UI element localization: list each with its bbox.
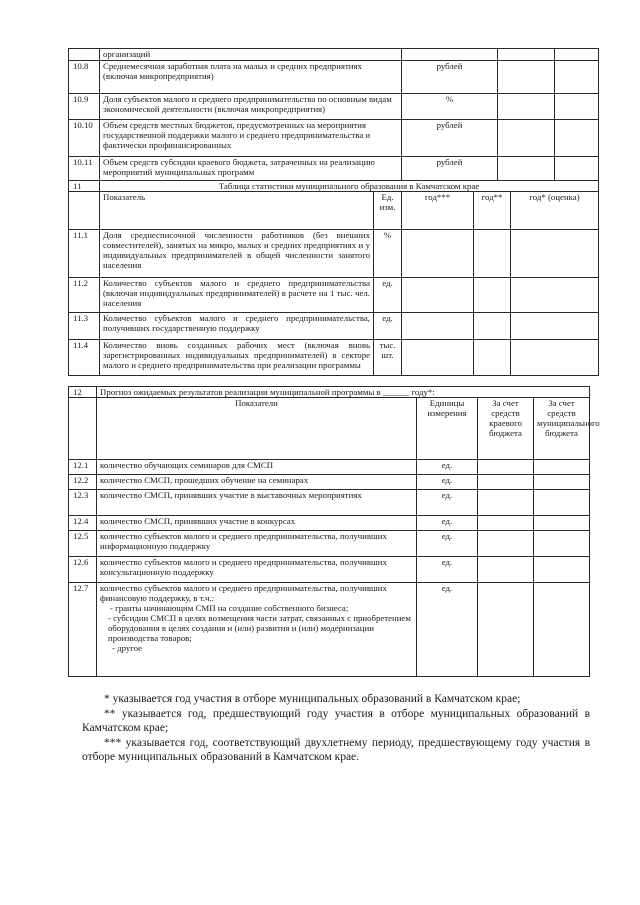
row-unit: тыс. шт. [374,340,402,376]
row-unit: ед. [417,490,478,516]
list-item: - другое [112,643,143,653]
row-number: 12.3 [69,490,97,516]
row-text: количество СМСП, прошедших обучение на семинарах [97,475,417,490]
table-row [69,278,599,313]
row-unit: ед. [417,557,478,583]
row-number: 10.11 [69,157,100,181]
row-unit: ед. [417,583,478,677]
row-number: 12.1 [69,460,97,475]
table-row [69,531,590,557]
table-row [69,157,599,181]
footnote: ** указывается год, предшествующий году участия в отборе муниципальных образований в Камчатском крае; [82,707,590,734]
row-number: 12.4 [69,516,97,531]
section-title: Таблица статистики муниципального образования в Камчатском крае [100,181,599,192]
row-unit [402,49,498,61]
row-unit: рублей [402,120,498,157]
row-unit: ед. [374,313,402,340]
row-number: 12.2 [69,475,97,490]
row-number: 12.7 [69,583,97,677]
row-unit: ед. [417,475,478,490]
section-number: 11 [69,181,100,192]
table-row [69,557,590,583]
row-number: 10.10 [69,120,100,157]
header-year-1: год*** [402,192,474,230]
row-unit: рублей [402,61,498,94]
table-row [69,61,599,94]
row-text: количество субъектов малого и среднего предпринимательства, получивших информационную поддержку [97,531,417,557]
footnote: *** указывается год, соответствующий двухлетнему периоду, предшествующему году участия в отборе муниципальных образований в Камчатском крае. [82,736,590,763]
row-number: 10.8 [69,61,100,94]
table-row [69,460,590,475]
row-number: 11.1 [69,230,100,278]
forecast-table [68,386,600,677]
row-number: 12.6 [69,557,97,583]
row-text: количество субъектов малого и среднего предпринимательства, получивших консультационную поддержку [97,557,417,583]
header-year-2: год** [474,192,511,230]
row-text: Доля среднесписочной численности работников (без внешних совместителей), занятых на микро, малых и средних предприятиях и у индивидуальных предпринимателей в общей численности занятого населения [100,230,374,278]
row-unit: ед. [417,460,478,475]
row-number: 12.5 [69,531,97,557]
section-title-row [69,181,599,192]
footnote: * указывается год участия в отборе муниципальных образований в Камчатском крае; [104,693,521,705]
table-header-row [69,192,599,230]
section-number: 12 [69,387,97,398]
header-unit: Ед. изм. [374,192,402,230]
list-item: - гранты начинающим СМП на создание собственного бизнеса; [110,603,349,613]
row-text-financial-support [97,583,417,677]
row-unit: % [402,94,498,120]
table-row [69,490,590,516]
row-unit: ед. [417,531,478,557]
row-text: количество СМСП, принявших участие в конкурсах [97,516,417,531]
footnotes [82,692,590,765]
table-row [69,475,590,490]
table-row [69,49,599,61]
row-text: количество СМСП, принявших участие в выставочных мероприятиях [97,490,417,516]
row-text: Количество вновь созданных рабочих мест (включая вновь зарегистрированных индивидуальных предпринимателей) в секторе малого и среднего предпринимательства при реализации программы [100,340,374,376]
section-title: Прогноз ожидаемых результатов реализации муниципальной программы в ______ году*: [97,387,590,398]
row-unit: ед. [374,278,402,313]
row-text: Объем средств субсидии краевого бюджета, затраченных на реализацию мероприятий муниципальных программ [100,157,402,181]
table-row [69,230,599,278]
table-header-row [69,398,590,460]
header-year-3: год* (оценка) [511,192,599,230]
table-row [69,516,590,531]
row-number: 11.3 [69,313,100,340]
row-number: 11.4 [69,340,100,376]
table-row [69,583,590,677]
header-regional-budget: За счет средств краевого бюджета [478,398,534,460]
section-title-row [69,387,590,398]
table-row [69,340,599,376]
statistics-table [68,48,599,376]
header-indicator: Показатели [97,398,417,460]
header-indicator: Показатель [100,192,374,230]
row-text: Количество субъектов малого и среднего предпринимательства (включая индивидуальных предпринимателей) в расчете на 1 тыс. чел. населения [100,278,374,313]
row-text: количество обучающих семинаров для СМСП [97,460,417,475]
row-text: Среднемесячная заработная плата на малых и средних предприятиях (включая микропредприятия) [100,61,402,94]
row-text: Объем средств местных бюджетов, предусмотренных на мероприятия государственной поддержки малого и среднего предпринимательства и фактически профинансированных [100,120,402,157]
header-municipal-budget: За счет средств муниципального бюджета [534,398,590,460]
row-number: 10.9 [69,94,100,120]
row-unit: рублей [402,157,498,181]
header-unit: Единицы измерения [417,398,478,460]
row-text: Доля субъектов малого и среднего предпринимательства по основным видам экономической деятельности (включая микропредприятия) [100,94,402,120]
table-row [69,94,599,120]
row-text: организаций [100,49,402,61]
row-number [69,49,100,61]
table-row [69,313,599,340]
row-unit: % [374,230,402,278]
list-item: - субсидии СМСП в целях возмещения части затрат, связанных с приобретением оборудования в целях создания и (или) развития и (или) модернизации производства товаров; [108,613,411,643]
row-text: Количество субъектов малого и среднего предпринимательства, получивших государственную поддержку [100,313,374,340]
row-text: количество субъектов малого и среднего предпринимательства, получивших финансовую поддержку, в т.ч.: [100,583,387,603]
table-row [69,120,599,157]
row-unit: ед. [417,516,478,531]
row-number: 11.2 [69,278,100,313]
